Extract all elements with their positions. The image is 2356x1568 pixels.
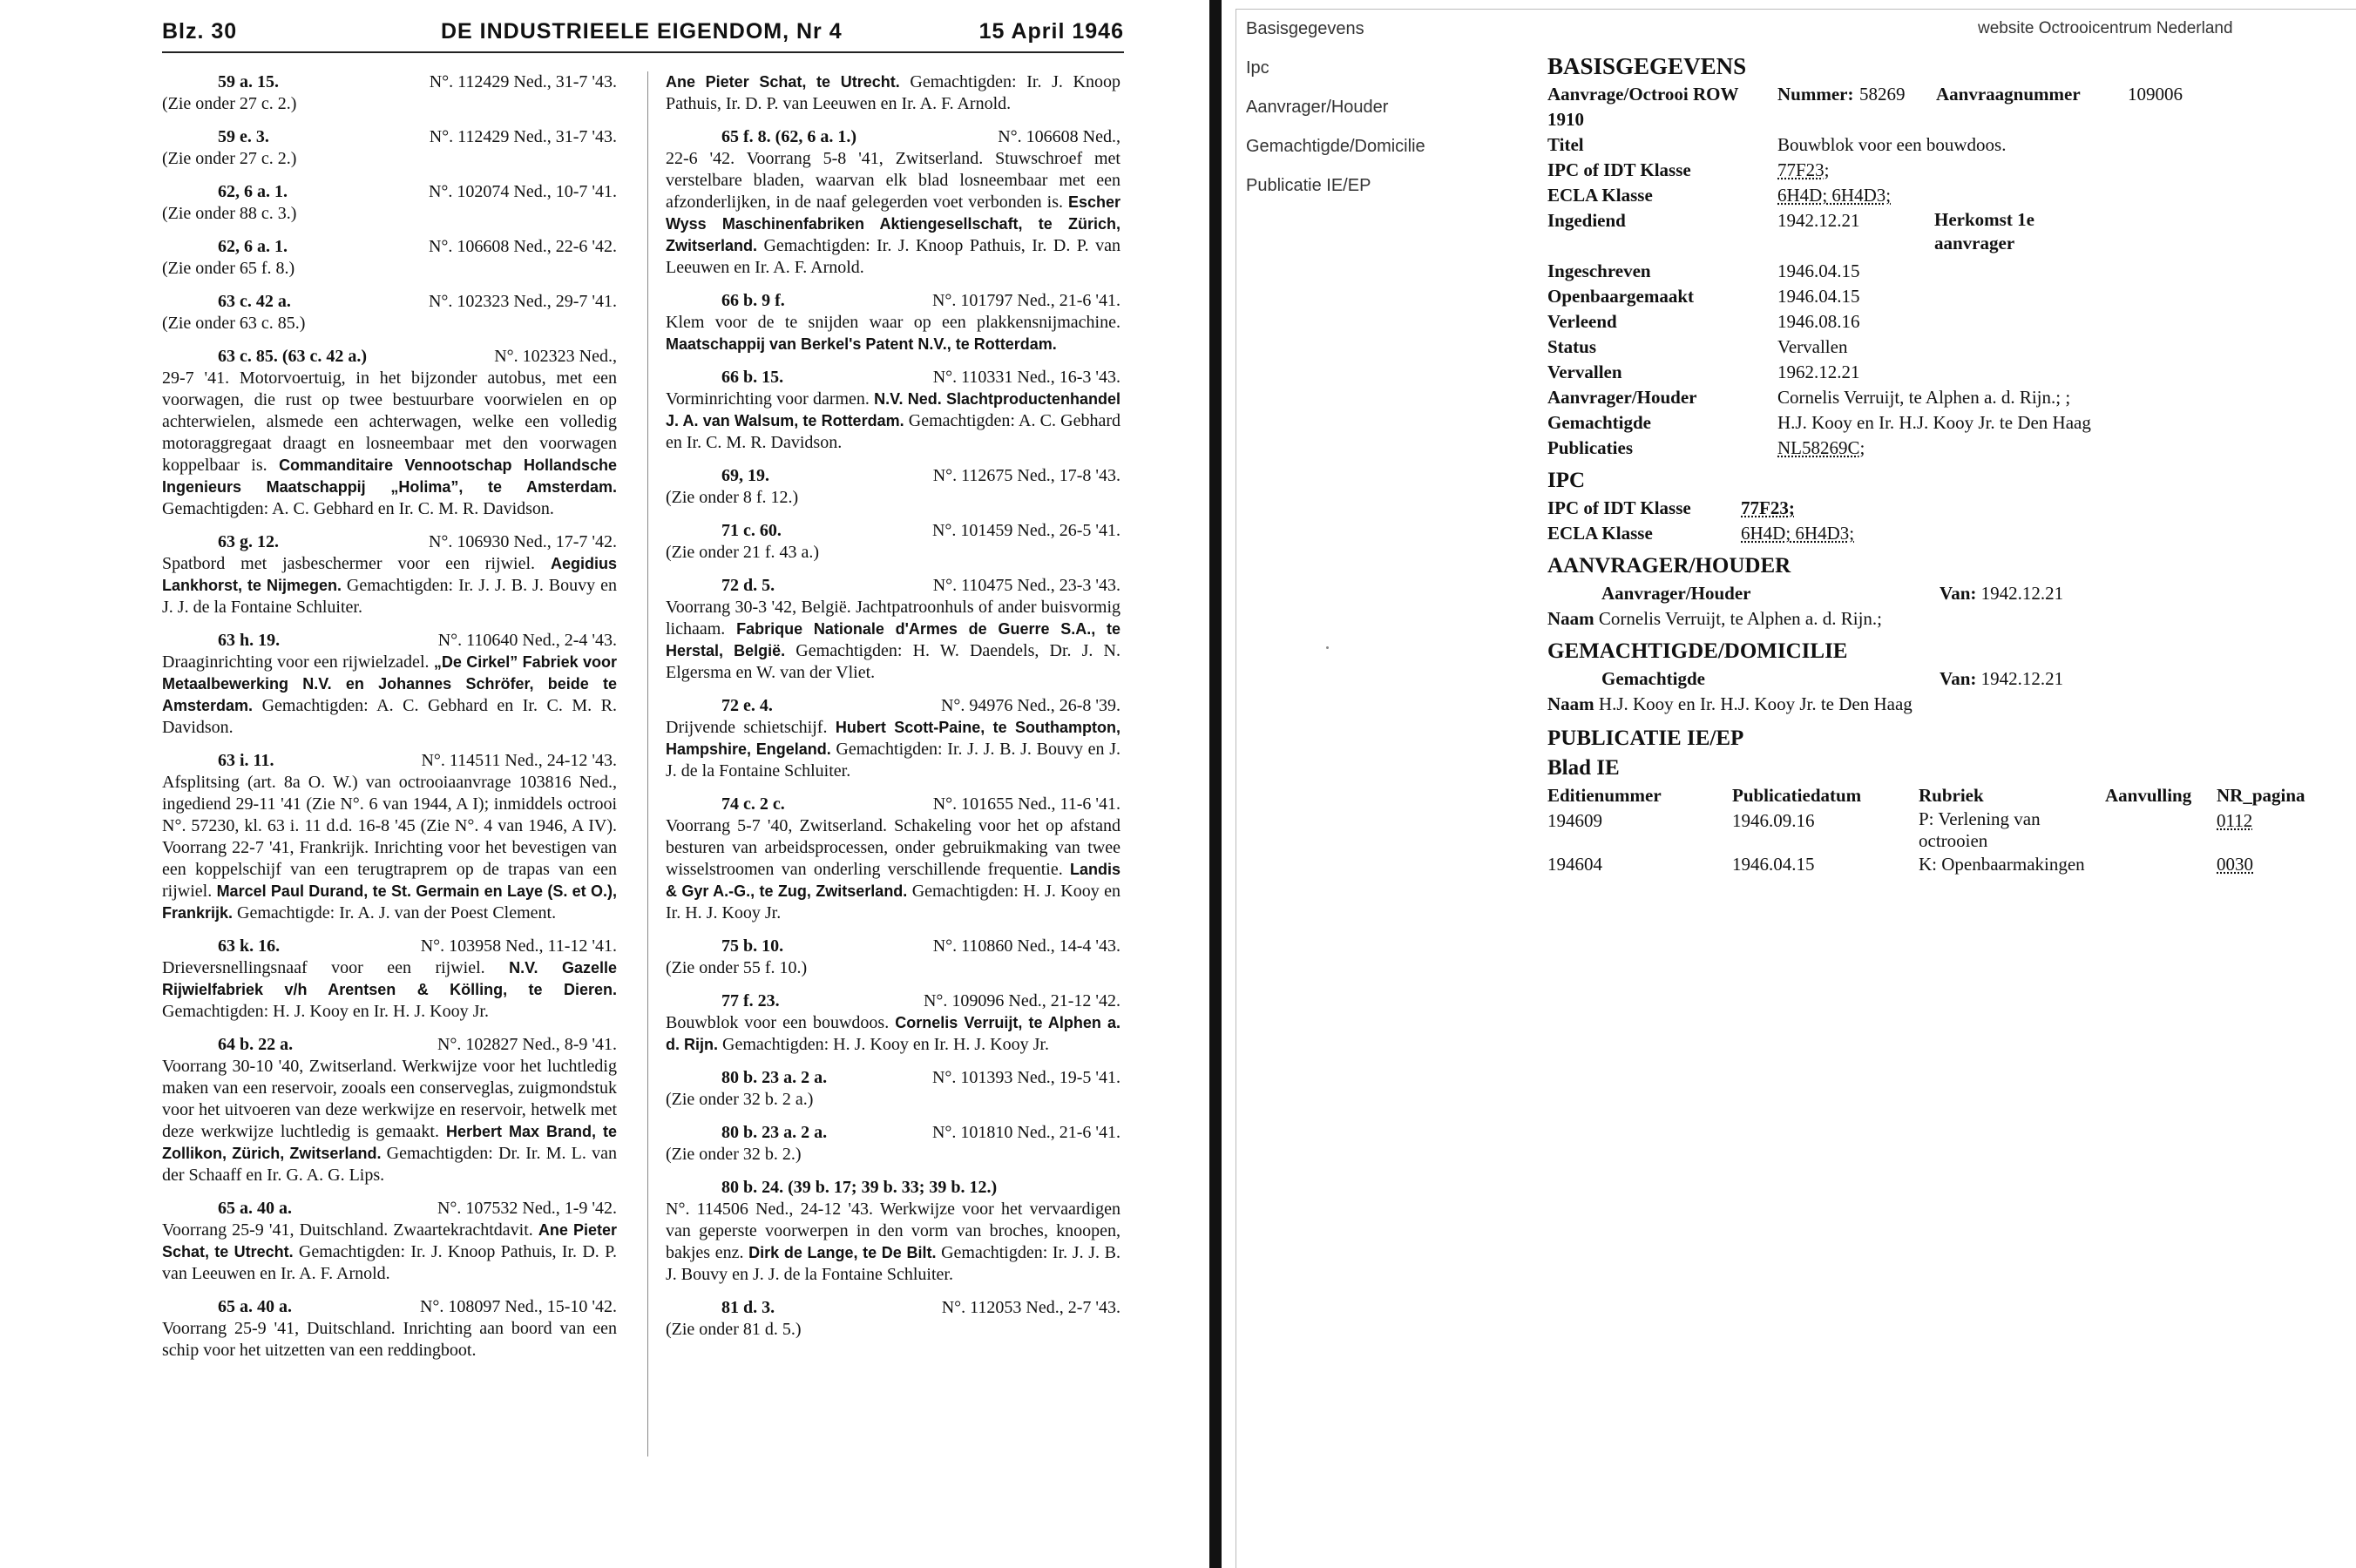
- class-code: 63 h. 19.: [218, 631, 281, 650]
- cell-editie: 194609: [1547, 810, 1602, 831]
- agents-text: Gemachtigden: Ir. J. J. B. J. Bouvy en J. J. de la Fontaine Schluiter.: [666, 740, 1120, 781]
- th-aanvulling: Aanvulling: [2105, 785, 2192, 806]
- agents-text: Gemachtigden: Ir. J. Knoop Pathuis, Ir. D. P. van Leeuwen en Ir. A. F. Arnold.: [666, 236, 1120, 277]
- gd-van-value: 1942.12.21: [1980, 668, 2064, 689]
- section-basisgegevens: BASISGEGEVENS: [1547, 53, 1747, 79]
- gd-van-label: Van:: [1940, 668, 1977, 689]
- nav-ipc[interactable]: Ipc: [1246, 58, 1269, 78]
- entry-body: [162, 368, 617, 520]
- journal-entry: [162, 1296, 617, 1362]
- aanvraagnummer-label: Aanvraagnummer: [1936, 84, 2081, 105]
- patent-number: N°. 110860 Ned., 14-4 '43.: [932, 936, 1120, 956]
- ah-sub-label: Aanvrager/Houder: [1601, 583, 1751, 604]
- cell-pagina-link[interactable]: 0112: [2217, 810, 2253, 831]
- patent-number: N°. 112053 Ned., 2-7 '43.: [941, 1298, 1120, 1317]
- journal-entry: [162, 236, 617, 280]
- entry-body: [666, 957, 1120, 979]
- entry-text: Drijvende schietschijf.: [666, 718, 828, 737]
- entry-body: [666, 487, 1120, 509]
- entry-text: Drieversnellingsnaaf voor een rijwiel.: [162, 958, 485, 977]
- ipc-link[interactable]: 77F23;: [1777, 159, 1830, 180]
- gd-naam-label: Naam: [1547, 693, 1594, 714]
- entry-body: [162, 93, 617, 115]
- side-nav: [1246, 19, 1425, 215]
- ipc2-link[interactable]: 77F23;: [1741, 497, 1795, 518]
- entry-heading: [162, 1198, 617, 1220]
- entry-text: (Zie onder 81 d. 5.): [666, 1320, 802, 1339]
- th-editienummer: Editienummer: [1547, 785, 1662, 806]
- class-code: 66 b. 9 f.: [721, 291, 785, 310]
- entry-heading: [666, 465, 1120, 487]
- journal-entry: [666, 936, 1120, 979]
- entry-heading: [666, 575, 1120, 597]
- table-row: [1547, 852, 2349, 877]
- entry-heading: [162, 531, 617, 553]
- scan-speck: [1326, 646, 1329, 649]
- agents-text: Gemachtigden: Ir. J. J. B. J. Bouvy en J. J. de la Fontaine Schluiter.: [162, 576, 617, 617]
- nummer-value: 58269: [1859, 84, 1906, 105]
- entry-heading: [162, 291, 617, 313]
- header-rule: [162, 51, 1124, 53]
- nav-aanvrager[interactable]: Aanvrager/Houder: [1246, 98, 1389, 117]
- cell-editie: 194604: [1547, 854, 1602, 875]
- entry-heading: [666, 936, 1120, 957]
- entry-body: [162, 203, 617, 225]
- applicant-name: Maatschappij van Berkel's Patent N.V., te Rotterdam.: [666, 335, 1057, 353]
- entry-body: [162, 1056, 617, 1186]
- entry-heading: [162, 71, 617, 93]
- class-code: 75 b. 10.: [721, 936, 784, 956]
- entry-heading: [162, 236, 617, 258]
- agents-text: Gemachtigden: Ir. J. J. B. J. Bouvy en J. J. de la Fontaine Schluiter.: [666, 1243, 1120, 1284]
- site-title: website Octrooicentrum Nederland: [1978, 19, 2233, 37]
- journal-entry: [162, 750, 617, 924]
- entry-text: Draaginrichting voor een rijwielzadel.: [162, 652, 430, 672]
- applicant-name: Cornelis Verruijt, te Alphen a. d. Rijn.: [666, 1014, 1120, 1053]
- entry-text: N°. 114506 Ned., 24-12 '43. Werkwijze voor het vervaardigen van geperste voorwerpen in den vorm van broches, knoopen, bakjes enz.: [666, 1200, 1120, 1262]
- gemachtigde-value: H.J. Kooy en Ir. H.J. Kooy Jr. te Den Haag: [1777, 412, 2091, 433]
- titel-label: Titel: [1547, 134, 1584, 155]
- cell-datum: 1946.04.15: [1732, 854, 1815, 875]
- entry-heading: [162, 750, 617, 772]
- entry-body: [666, 1199, 1120, 1286]
- patent-number: N°. 114511 Ned., 24-12 '43.: [421, 751, 617, 770]
- journal-entry: [666, 290, 1120, 355]
- journal-entry: [666, 465, 1120, 509]
- column-divider: [647, 71, 648, 1456]
- entry-body: [162, 1318, 617, 1362]
- journal-entry: [666, 1122, 1120, 1166]
- aanvraagnummer-value: 109006: [2128, 84, 2183, 105]
- entry-heading: [162, 1034, 617, 1056]
- patent-number: N°. 102323 Ned., 29-7 '41.: [428, 292, 617, 311]
- entry-text: (Zie onder 27 c. 2.): [162, 94, 297, 113]
- openbaar-label: Openbaargemaakt: [1547, 286, 1694, 307]
- entry-text: (Zie onder 32 b. 2 a.): [666, 1090, 814, 1109]
- entry-heading: [666, 1177, 1120, 1199]
- entry-text: Voorrang 5-7 '40, Zwitserland. Schakeling voor het op afstand besturen van arbeidsprocessen, onder gebruikmaking van twee wisselstroomen van onderling verschillende frequentie.: [666, 816, 1120, 879]
- entry-heading: [666, 290, 1120, 312]
- aanvrager-value: Cornelis Verruijt, te Alphen a. d. Rijn.; ;: [1777, 387, 2071, 408]
- entry-heading: [666, 695, 1120, 717]
- patent-number: N°. 106608 Ned.,: [998, 127, 1120, 146]
- verleend-value: 1946.08.16: [1777, 311, 1860, 332]
- patent-number: N°. 110331 Ned., 16-3 '43.: [932, 368, 1120, 387]
- patent-number: N°. 102323 Ned.,: [494, 347, 617, 366]
- entry-text: Voorrang 25-9 '41, Duitschland. Inrichting aan boord van een schip voor het uitzetten van een reddingboot.: [162, 1319, 617, 1360]
- class-code: 65 a. 40 a.: [218, 1297, 292, 1316]
- th-publicatiedatum: Publicatiedatum: [1732, 785, 1862, 806]
- applicant-name: Escher Wyss Maschinenfabriken Aktiengesellschaft, te Zürich, Zwitserland.: [666, 193, 1120, 254]
- patent-number: N°. 94976 Ned., 26-8 '39.: [940, 696, 1120, 715]
- journal-entry: [666, 1297, 1120, 1341]
- journal-column-left: [162, 71, 617, 1373]
- cell-pagina-link[interactable]: 0030: [2217, 854, 2253, 875]
- patent-number: N°. 109096 Ned., 21-12 '42.: [923, 991, 1120, 1010]
- agents-text: Gemachtigden: A. C. Gebhard en Ir. C. M. R. Davidson.: [162, 696, 617, 737]
- patent-number: N°. 110640 Ned., 2-4 '43.: [437, 631, 617, 650]
- entry-text: (Zie onder 65 f. 8.): [162, 259, 295, 278]
- openbaar-value: 1946.04.15: [1777, 286, 1860, 307]
- agents-text: Gemachtigden: A. C. Gebhard en Ir. C. M. R. Davidson.: [666, 411, 1120, 452]
- entry-body: [162, 313, 617, 335]
- vervallen-label: Vervallen: [1547, 362, 1622, 382]
- entry-heading: [666, 367, 1120, 389]
- class-code: 65 a. 40 a.: [218, 1199, 292, 1218]
- entry-heading: [666, 1067, 1120, 1089]
- vervallen-value: 1962.12.21: [1777, 362, 1860, 382]
- class-code: 59 e. 3.: [218, 127, 269, 146]
- entry-body: [666, 1144, 1120, 1166]
- journal-entry: [162, 346, 617, 520]
- journal-entry: [666, 1067, 1120, 1111]
- ingediend-label: Ingediend: [1547, 210, 1626, 231]
- entry-body: [162, 772, 617, 924]
- ipc2-label: IPC of IDT Klasse: [1547, 497, 1691, 518]
- entry-body: [162, 957, 617, 1023]
- journal-entry: [162, 126, 617, 170]
- entry-text: 22-6 '42. Voorrang 5-8 '41, Zwitserland. Stuwschroef met verstelbare bladen, waarvan elk blad losneembaar met een afzonderlijken, in de naaf gelegerden voet verbonden is.: [666, 149, 1120, 212]
- nav-gemachtigde[interactable]: Gemachtigde/Domicilie: [1246, 137, 1425, 156]
- record-content: [1547, 51, 2349, 877]
- journal-entry: [162, 531, 617, 618]
- class-code: 80 b. 24. (39 b. 17; 39 b. 33; 39 b. 12.): [721, 1178, 998, 1197]
- gd-naam-value: H.J. Kooy en Ir. H.J. Kooy Jr. te Den Haag: [1598, 693, 1913, 714]
- ecla-label: ECLA Klasse: [1547, 185, 1653, 206]
- nav-basisgegevens[interactable]: Basisgegevens: [1246, 19, 1364, 38]
- entry-text: Klem voor de te snijden waar op een plakkensnijmachine.: [666, 313, 1120, 332]
- patent-number: N°. 107532 Ned., 1-9 '42.: [437, 1199, 617, 1218]
- entry-body: [666, 148, 1120, 279]
- patent-number: N°. 102827 Ned., 8-9 '41.: [437, 1035, 617, 1054]
- applicant-name: Herbert Max Brand, te Zollikon, Zürich, Zwitserland.: [162, 1123, 617, 1162]
- entry-body: [666, 1319, 1120, 1341]
- journal-entry: [666, 575, 1120, 684]
- entry-body: [666, 1012, 1120, 1056]
- journal-entry: [666, 520, 1120, 564]
- patent-number: N°. 112675 Ned., 17-8 '43.: [932, 466, 1120, 485]
- entry-body: [162, 148, 617, 170]
- cell-datum: 1946.09.16: [1732, 810, 1815, 831]
- journal-title: DE INDUSTRIEELE EIGENDOM, Nr 4: [441, 19, 843, 44]
- entry-heading: [162, 126, 617, 148]
- applicant-name: N.V. Ned. Slachtproductenhandel J. A. van Walsum, te Rotterdam.: [666, 390, 1121, 429]
- patent-number: N°. 101797 Ned., 21-6 '41.: [931, 291, 1120, 310]
- entry-body: [162, 553, 617, 618]
- publicaties-label: Publicaties: [1547, 437, 1633, 458]
- entry-heading: [666, 794, 1120, 815]
- patent-number: N°. 110475 Ned., 23-3 '43.: [932, 576, 1120, 595]
- class-code: 72 d. 5.: [721, 576, 775, 595]
- entry-heading: [666, 1122, 1120, 1144]
- cell-rubriek: K: Openbaarmakingen: [1919, 854, 2085, 875]
- entry-heading: [162, 630, 617, 652]
- patent-number: N°. 101655 Ned., 11-6 '41.: [932, 794, 1120, 814]
- ecla-link[interactable]: 6H4D; 6H4D3;: [1777, 185, 1892, 206]
- section-gemachtigde: GEMACHTIGDE/DOMICILIE: [1547, 639, 1848, 663]
- patent-number: N°. 106608 Ned., 22-6 '42.: [428, 237, 617, 256]
- class-code: 72 e. 4.: [721, 696, 773, 715]
- entry-heading: [666, 990, 1120, 1012]
- cell-aanvulling: [2105, 808, 2217, 852]
- entry-heading: [666, 126, 1120, 148]
- section-publicatie: PUBLICATIE IE/EP: [1547, 727, 1744, 750]
- journal-entry: [162, 630, 617, 739]
- entry-body: [666, 717, 1120, 782]
- patent-number: N°. 112429 Ned., 31-7 '43.: [429, 72, 617, 91]
- class-code: 80 b. 23 a. 2 a.: [721, 1123, 828, 1142]
- class-code: 80 b. 23 a. 2 a.: [721, 1068, 828, 1087]
- applicant-name: Dirk de Lange, te De Bilt.: [748, 1244, 937, 1261]
- agents-text: Gemachtigden: H. W. Daendels, Dr. J. N. Elgersma en W. van der Vliet.: [666, 641, 1120, 682]
- class-code: 77 f. 23.: [721, 991, 780, 1010]
- entry-text: (Zie onder 63 c. 85.): [162, 314, 306, 333]
- journal-entry: [162, 291, 617, 335]
- applicant-name: Marcel Paul Durand, te St. Germain en Laye (S. et O.), Frankrijk.: [162, 882, 617, 922]
- entry-body: [666, 542, 1120, 564]
- patent-number: N°. 101393 Ned., 19-5 '41.: [931, 1068, 1120, 1087]
- patent-number: N°. 108097 Ned., 15-10 '42.: [419, 1297, 617, 1316]
- applicant-name: „De Cirkel” Fabriek voor Metaalbewerking N.V. en Johannes Schröfer, beide te Amsterdam.: [162, 653, 617, 714]
- ecla2-link[interactable]: 6H4D; 6H4D3;: [1741, 523, 1855, 544]
- entry-body: [162, 652, 617, 739]
- journal-entry: [666, 695, 1120, 782]
- agents-text: Gemachtigden: A. C. Gebhard en Ir. C. M. R. Davidson.: [162, 499, 554, 518]
- entry-text: Voorrang 25-9 '41, Duitschland. Zwaartekrachtdavit.: [162, 1220, 533, 1240]
- journal-entry: [162, 936, 617, 1023]
- entry-body: [162, 1220, 617, 1285]
- status-value: Vervallen: [1777, 336, 1848, 357]
- class-code: 64 b. 22 a.: [218, 1035, 294, 1054]
- class-code: 66 b. 15.: [721, 368, 784, 387]
- entry-heading: [666, 1297, 1120, 1319]
- split-divider: [1209, 0, 1222, 1568]
- titel-value: Bouwblok voor een bouwdoos.: [1777, 134, 2007, 155]
- journal-entry: [162, 181, 617, 225]
- frame-top-border: [1236, 9, 2356, 10]
- nummer-label: Nummer:: [1777, 84, 1854, 105]
- gd-sub-label: Gemachtigde: [1601, 668, 1705, 689]
- journal-entry: [666, 367, 1120, 454]
- journal-entry-continued: Ane Pieter Schat, te Utrecht. Gemachtigden: Ir. J. Knoop Pathuis, Ir. D. P. van Leeuwen en Ir. A. F. Arnold.: [666, 72, 1120, 113]
- ah-naam-value: Cornelis Verruijt, te Alphen a. d. Rijn.;: [1598, 608, 1883, 629]
- entry-text: (Zie onder 27 c. 2.): [162, 149, 297, 168]
- entry-text: Voorrang 30-3 '42, België. Jachtpatroonhuls of ander buisvormig lichaam.: [666, 598, 1120, 639]
- journal-entry: [666, 794, 1120, 924]
- journal-date: 15 April 1946: [978, 19, 1124, 44]
- class-code: 63 g. 12.: [218, 532, 279, 551]
- journal-entry: [162, 71, 617, 115]
- entry-heading: [666, 520, 1120, 542]
- class-code: 63 k. 16.: [218, 936, 281, 956]
- applicant-name: Commanditaire Vennootschap Hollandsche Ingenieurs Maatschappij „Holima”, te Amsterdam.: [162, 456, 618, 496]
- agents-text: Gemachtigden: Ir. J. Knoop Pathuis, Ir. D. P. van Leeuwen en Ir. A. F. Arnold.: [162, 1242, 617, 1283]
- ah-van-value: 1942.12.21: [1980, 583, 2064, 604]
- publicaties-link[interactable]: NL58269C;: [1777, 437, 1865, 458]
- patent-number: N°. 101810 Ned., 21-6 '41.: [931, 1123, 1120, 1142]
- entry-text: (Zie onder 21 f. 43 a.): [666, 543, 820, 562]
- agents-text: Gemachtigden: H. J. Kooy en Ir. H. J. Kooy Jr.: [162, 1002, 489, 1021]
- entry-text: Voorrang 30-10 '40, Zwitserland. Werkwijze voor het luchtledig maken van een reservoir, zooals een conserveglas, zuigmondstuk voor het uitvoeren van deze werkwijze en reservoir, hetwelk met deze werkwijze luchtledig is gemaakt.: [162, 1057, 617, 1141]
- database-page: [1222, 0, 2356, 1568]
- entry-body: [666, 815, 1120, 924]
- patent-number: N°. 101459 Ned., 26-5 '41.: [931, 521, 1120, 540]
- patent-number: N°. 106930 Ned., 17-7 '42.: [428, 532, 617, 551]
- class-code: 62, 6 a. 1.: [218, 237, 288, 256]
- class-code: 69, 19.: [721, 466, 769, 485]
- class-code: 63 c. 42 a.: [218, 292, 291, 311]
- th-nr-pagina: NR_pagina: [2217, 785, 2305, 806]
- ah-van-label: Van:: [1940, 583, 1977, 604]
- applicant-name: Hubert Scott-Paine, te Southampton, Hampshire, Engeland.: [666, 719, 1121, 758]
- entry-text: Afsplitsing (art. 8a O. W.) van octrooiaanvrage 103816 Ned., ingediend 29-11 '41 (Zie N°. 6 van 1944, A I); inmiddels octrooi N°. 57230, kl. 63 i. 11 d.d. 16-8 '45 (Zie N°. 4 van 1946, A IV). Voorrang 22-7 '41, Frankrijk. Inrichting voor het bevestigen van een koppelschijf van een terugtraprem op de trapas van een rijwiel.: [162, 773, 617, 901]
- entry-body: [666, 597, 1120, 684]
- journal-column-right: [666, 71, 1120, 1352]
- ingediend-value: 1942.12.21: [1777, 210, 1860, 231]
- entry-text: Vorminrichting voor darmen.: [666, 389, 870, 409]
- class-code: 63 i. 11.: [218, 751, 274, 770]
- journal-entry: [666, 1177, 1120, 1286]
- entry-text: (Zie onder 8 f. 12.): [666, 488, 799, 507]
- section-ipc: IPC: [1547, 469, 1586, 492]
- applicant-name: Ane Pieter Schat, te Utrecht.: [162, 1221, 617, 1260]
- entry-body: [162, 258, 617, 280]
- ingeschreven-value: 1946.04.15: [1777, 260, 1860, 281]
- aanvrage-label: Aanvrage/Octrooi ROW 1910: [1547, 84, 1739, 130]
- applicant-name: Fabrique Nationale d'Armes de Guerre S.A., te Herstal, België.: [666, 620, 1121, 659]
- cell-aanvulling: [2105, 852, 2217, 877]
- patent-number: N°. 103958 Ned., 11-12 '41.: [420, 936, 617, 956]
- class-code: 71 c. 60.: [721, 521, 782, 540]
- class-code: 74 c. 2 c.: [721, 794, 785, 814]
- section-aanvrager: AANVRAGER/HOUDER: [1547, 554, 1791, 578]
- class-code: 65 f. 8. (62, 6 a. 1.): [721, 127, 856, 146]
- entry-text: Spatbord met jasbeschermer voor een rijwiel.: [162, 554, 536, 573]
- ecla2-label: ECLA Klasse: [1547, 523, 1653, 544]
- th-rubriek: Rubriek: [1919, 785, 1984, 806]
- class-code: 63 c. 85. (63 c. 42 a.): [218, 347, 368, 366]
- patent-number: N°. 112429 Ned., 31-7 '43.: [429, 127, 617, 146]
- ipc-label: IPC of IDT Klasse: [1547, 159, 1691, 180]
- agents-text: Gemachtigden: H. J. Kooy en Ir. H. J. Kooy Jr.: [718, 1035, 1049, 1054]
- gemachtigde-label: Gemachtigde: [1547, 412, 1651, 433]
- entry-text: (Zie onder 55 f. 10.): [666, 958, 808, 977]
- entry-heading: [162, 346, 617, 368]
- nav-publicatie[interactable]: Publicatie IE/EP: [1246, 176, 1371, 195]
- ingeschreven-label: Ingeschreven: [1547, 260, 1651, 281]
- agents-text: Gemachtigden: Dr. Ir. M. L. van der Schaaff en Ir. G. A. G. Lips.: [162, 1144, 617, 1185]
- entry-body: [666, 389, 1120, 454]
- class-code: 62, 6 a. 1.: [218, 182, 288, 201]
- entry-text: Bouwblok voor een bouwdoos.: [666, 1013, 890, 1032]
- agents-text: Gemachtigden: H. J. Kooy en Ir. H. J. Kooy Jr.: [666, 882, 1120, 923]
- journal-entry: [666, 126, 1120, 279]
- status-label: Status: [1547, 336, 1597, 357]
- applicant-name: Aegidius Lankhorst, te Nijmegen.: [162, 555, 618, 594]
- journal-entry: [666, 990, 1120, 1056]
- entry-text: 29-7 '41. Motorvoertuig, in het bijzonder autobus, met een voorwagen, die rust op twee bestuurbare voorwielen en op achterwielen, alsmede een achterwagen, welke een volledig motoraggregaat draagt en losneembaar met den voorwagen koppelbaar is.: [162, 368, 617, 475]
- ah-naam-label: Naam: [1547, 608, 1594, 629]
- entry-heading: [162, 1296, 617, 1318]
- table-row: [1547, 808, 2349, 852]
- page-number: Blz. 30: [162, 19, 238, 44]
- cell-rubriek: P: Verlening van octrooien: [1919, 808, 2041, 851]
- class-code: 81 d. 3.: [721, 1298, 775, 1317]
- entry-heading: [162, 181, 617, 203]
- entry-body: [666, 312, 1120, 355]
- patent-number: N°. 102074 Ned., 10-7 '41.: [428, 182, 617, 201]
- entry-body: [666, 1089, 1120, 1111]
- entry-text: (Zie onder 32 b. 2.): [666, 1145, 802, 1164]
- blad-title: Blad IE: [1547, 756, 1620, 780]
- verleend-label: Verleend: [1547, 311, 1617, 332]
- herkomst-label: Herkomst 1e aanvrager: [1934, 209, 2034, 253]
- applicant-name: N.V. Gazelle Rijwielfabriek v/h Arentsen & Kölling, te Dieren.: [162, 959, 618, 998]
- journal-header: [162, 19, 1124, 49]
- class-code: 59 a. 15.: [218, 72, 279, 91]
- entry-heading: [162, 936, 617, 957]
- entry-text: (Zie onder 88 c. 3.): [162, 204, 297, 223]
- publication-table-header: [1547, 783, 2349, 808]
- agents-text: Gemachtigde: Ir. A. J. van der Poest Clement.: [233, 903, 557, 923]
- journal-entry: [162, 1034, 617, 1186]
- journal-entry: [162, 1198, 617, 1285]
- applicant-name: Landis & Gyr A.-G., te Zug, Zwitserland.: [666, 861, 1120, 900]
- aanvrager-label: Aanvrager/Houder: [1547, 387, 1697, 408]
